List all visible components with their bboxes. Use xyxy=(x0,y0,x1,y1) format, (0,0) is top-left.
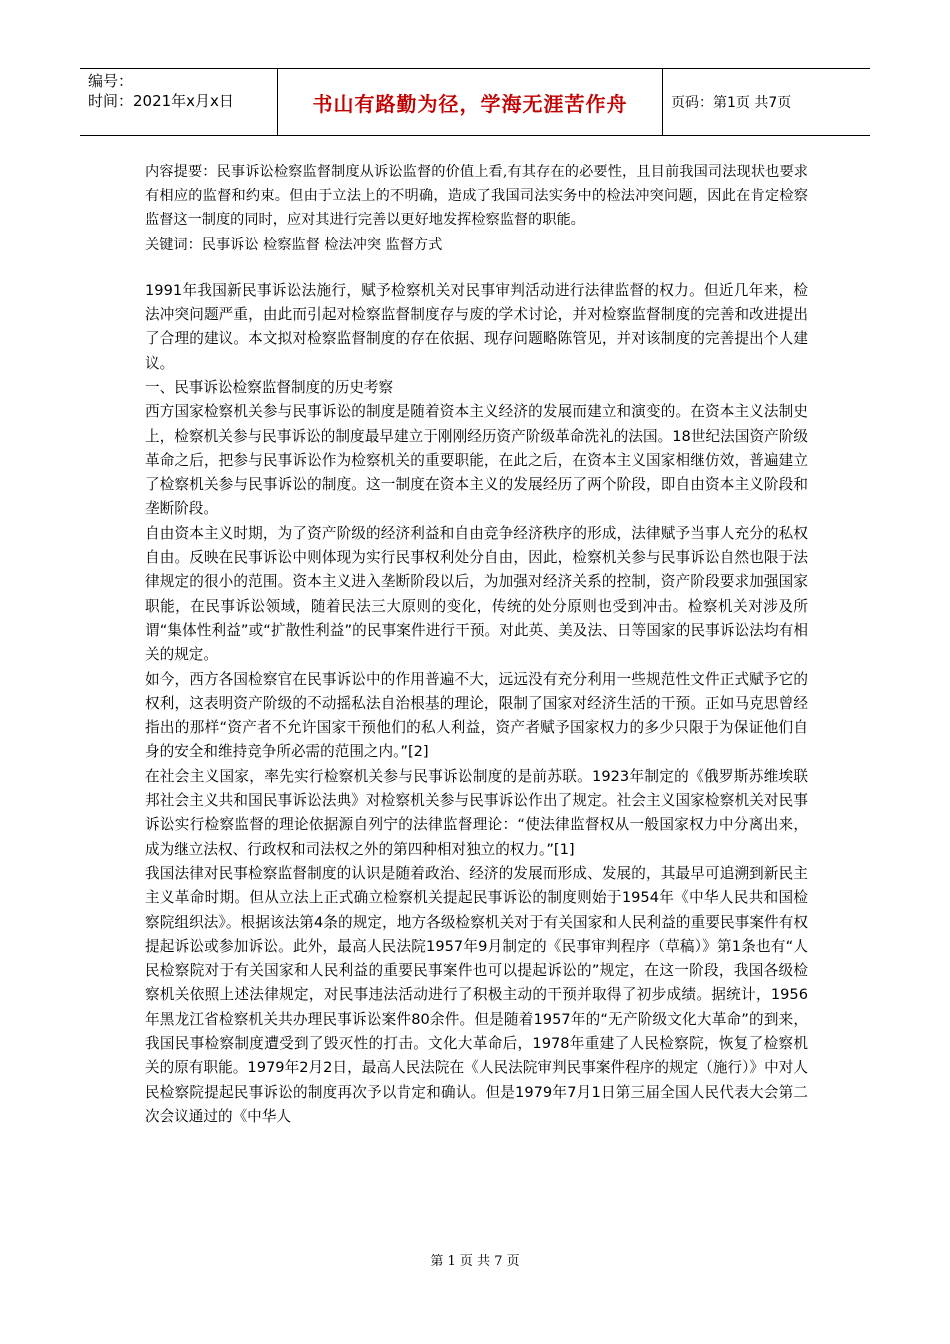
section-heading: 一、民事诉讼检察监督制度的历史考察 xyxy=(145,379,394,396)
page-header xyxy=(80,68,870,136)
abstract-summary: 内容提要：民事诉讼检察监督制度从诉讼监督的价值上看,有其存在的必要性，且目前我国司法现状也要求有相应的监督和约束。但由于立法上的不明确，造成了我国司法实务中的检法冲突问题，因此在肯定检察监督这一制度的同时，应对其进行完善以更好地发挥检察监督的职能。 xyxy=(145,164,808,229)
document-time-label: 时间：2021年x月x日 xyxy=(88,92,234,110)
paragraph: 如今，西方各国检察官在民事诉讼中的作用普遍不大，远远没有充分利用一些规范性文件正式赋予它的权利，这表明资产阶级的不动摇私法自治根基的理论，限制了国家对经济生活的干预。正如马克思曾经指出的那样“资产者不允许国家干预他们的私人利益，资产者赋予国家权力的多少只限于为保证他们自身的安全和维持竞争所必需的范围之内。”[2] xyxy=(145,670,808,761)
document-number-label: 编号： xyxy=(88,72,134,90)
page-footer: 第 1 页 共 7 页 xyxy=(430,1254,520,1269)
paragraph-intro: 1991年我国新民事诉讼法施行，赋予检察机关对民事审判活动进行法律监督的权力。但近几年来，检法冲突问题严重，由此而引起对检察监督制度存与废的学术讨论，并对检察监督制度的完善和改进提出了合理的建议。本文拟对检察监督制度的存在依据、现存问题略陈管见，并对该制度的完善提出个人建议。 xyxy=(145,281,808,372)
paragraph: 我国法律对民事检察监督制度的认识是随着政治、经济的发展而形成、发展的，其最早可追溯到新民主主义革命时期。但从立法上正式确立检察机关提起民事诉讼的制度则始于1954年《中华人民共和国检察院组织法》。根据该法第4条的规定，地方各级检察机关对于有关国家和人民利益的重要民事案件有权提起诉讼或参加诉讼。此外，最高人民法院1957年9月制定的《民事审判程序（草稿）》第1条也有“人民检察院对于有关国家和人民利益的重要民事案件也可以提起诉讼的”规定，在这一阶段，我国各级检察机关依照上述法律规定，对民事违法活动进行了积极主动的干预并取得了初步成绩。据统计，1956年黑龙江省检察机关共办理民事诉讼案件80余件。但是随着1957年的“无产阶级文化大革命”的到来，我国民事检察制度遭受到了毁灭性的打击。文化大革命后，1978年重建了人民检察院，恢复了检察机关的原有职能。1979年2月2日，最高人民法院在《人民法院审判民事案件程序的规定（施行）》中对人民检察院提起民事诉讼的制度再次予以肯定和确认。但是1979年7月1日第三届全国人民代表大会第二次会议通过的《中华人 xyxy=(145,864,808,1125)
paragraph: 西方国家检察机关参与民事诉讼的制度是随着资本主义经济的发展而建立和演变的。在资本主义法制史上，检察机关参与民事诉讼的制度最早建立于刚刚经历资产阶级革命洗礼的法国。18世纪法国资产阶级革命之后，把参与民事诉讼作为检察机关的重要职能，在此之后，在资本主义国家相继仿效，普遍建立了检察机关参与民事诉讼的制度。这一制度在资本主义的发展经历了两个阶段，即自由资本主义阶段和垄断阶段。 xyxy=(145,403,808,518)
paragraph: 自由资本主义时期，为了资产阶级的经济利益和自由竞争经济秩序的形成，法律赋予当事人充分的私权自由。反映在民事诉讼中则体现为实行民事权利处分自由，因此，检察机关参与民事诉讼自然也限于法律规定的很小的范围。资本主义进入垄断阶段以后，为加强对经济关系的控制，资产阶段要求加强国家职能，在民事诉讼领域，随着民法三大原则的变化，传统的处分原则也受到冲击。检察机关对涉及所谓“集体性利益”或“扩散性利益”的民事案件进行干预。对此英、美及法、日等国家的民事诉讼法均有相关的规定。 xyxy=(145,524,808,664)
document-body xyxy=(145,160,808,1129)
paragraph: 在社会主义国家，率先实行检察机关参与民事诉讼制度的是前苏联。1923年制定的《俄罗斯苏维埃联邦社会主义共和国民事诉讼法典》对检察机关参与民事诉讼作出了规定。社会主义国家检察机关对民事诉讼实行检察监督的理论依据源自列宁的法律监督理论：“使法律监督权从一般国家权力中分离出来，成为继立法权、行政权和司法权之外的第四种相对独立的权力。”[1] xyxy=(145,767,808,858)
header-page-label: 页码：第1页 共7页 xyxy=(671,95,792,111)
keywords: 关键词：民事诉讼 检察监督 检法冲突 监督方式 xyxy=(145,236,443,253)
header-info-cell xyxy=(80,69,277,135)
header-motto: 书山有路勤为径，学海无涯苦作舟 xyxy=(277,69,663,135)
